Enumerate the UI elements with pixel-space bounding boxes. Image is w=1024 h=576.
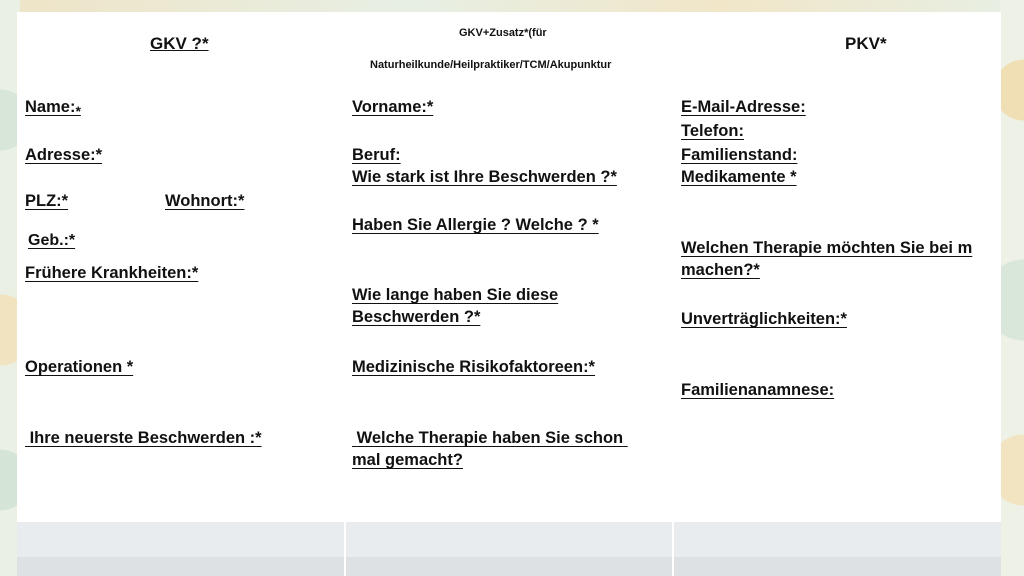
field-wohnort[interactable]: Wohnort:* bbox=[165, 192, 245, 210]
field-unvertraeglichkeiten[interactable]: Unverträglichkeiten:* bbox=[681, 310, 847, 328]
table-row bbox=[17, 557, 1001, 576]
field-name-label: Name: bbox=[25, 98, 76, 116]
header-gkv-zusatz-line1: GKV+Zusatz*(für bbox=[459, 27, 547, 39]
header-gkv: GKV ?* bbox=[150, 34, 209, 53]
field-allergie[interactable]: Haben Sie Allergie ? Welche ? * bbox=[352, 216, 599, 234]
field-fruehere-krankheiten[interactable]: Frühere Krankheiten:* bbox=[25, 264, 199, 282]
field-therapie-gemacht[interactable]: Welche Therapie haben Sie schon mal gemacht? bbox=[352, 429, 628, 469]
form-sheet bbox=[17, 12, 1001, 576]
field-plz[interactable]: PLZ:* bbox=[25, 192, 69, 210]
header-gkv-zusatz-line2: Naturheilkunde/Heilpraktiker/TCM/Akupunktur bbox=[370, 59, 612, 71]
field-familienanamnese[interactable]: Familienanamnese: bbox=[681, 381, 835, 399]
field-geb[interactable]: Geb.:* bbox=[28, 232, 76, 249]
field-operationen[interactable]: Operationen * bbox=[25, 358, 134, 376]
field-neueste-beschwerden[interactable]: Ihre neuerste Beschwerden :* bbox=[25, 429, 262, 447]
header-pkv: PKV* bbox=[845, 34, 887, 53]
field-adresse[interactable]: Adresse:* bbox=[25, 146, 103, 164]
column-gkv bbox=[17, 12, 345, 522]
field-email[interactable]: E-Mail-Adresse: bbox=[681, 98, 806, 116]
field-familienstand[interactable]: Familienstand: bbox=[681, 146, 798, 164]
field-telefon[interactable]: Telefon: bbox=[681, 122, 744, 140]
background-top-border bbox=[0, 0, 1024, 12]
column-gkv-zusatz bbox=[345, 12, 673, 522]
field-medikamente[interactable]: Medikamente * bbox=[681, 168, 797, 186]
column-divider bbox=[672, 522, 674, 576]
field-name[interactable] bbox=[25, 96, 81, 118]
column-divider bbox=[344, 522, 346, 576]
field-risikofaktoren[interactable]: Medizinische Risikofaktoreen:* bbox=[352, 358, 595, 376]
field-wie-lange[interactable]: Wie lange haben Sie diese Beschwerden ?* bbox=[352, 286, 559, 326]
field-beruf[interactable]: Beruf: bbox=[352, 146, 401, 164]
background-right-decoration bbox=[1000, 0, 1024, 576]
table-empty-rows bbox=[17, 522, 1001, 576]
field-therapie-wunsch[interactable]: Welchen Therapie möchten Sie bei m machen?* bbox=[681, 239, 973, 279]
field-wie-stark[interactable]: Wie stark ist Ihre Beschwerden ?* bbox=[352, 168, 617, 186]
field-vorname[interactable]: Vorname:* bbox=[352, 98, 434, 116]
field-name-star: * bbox=[75, 103, 81, 119]
column-pkv bbox=[673, 12, 1001, 522]
table-row bbox=[17, 522, 1001, 557]
